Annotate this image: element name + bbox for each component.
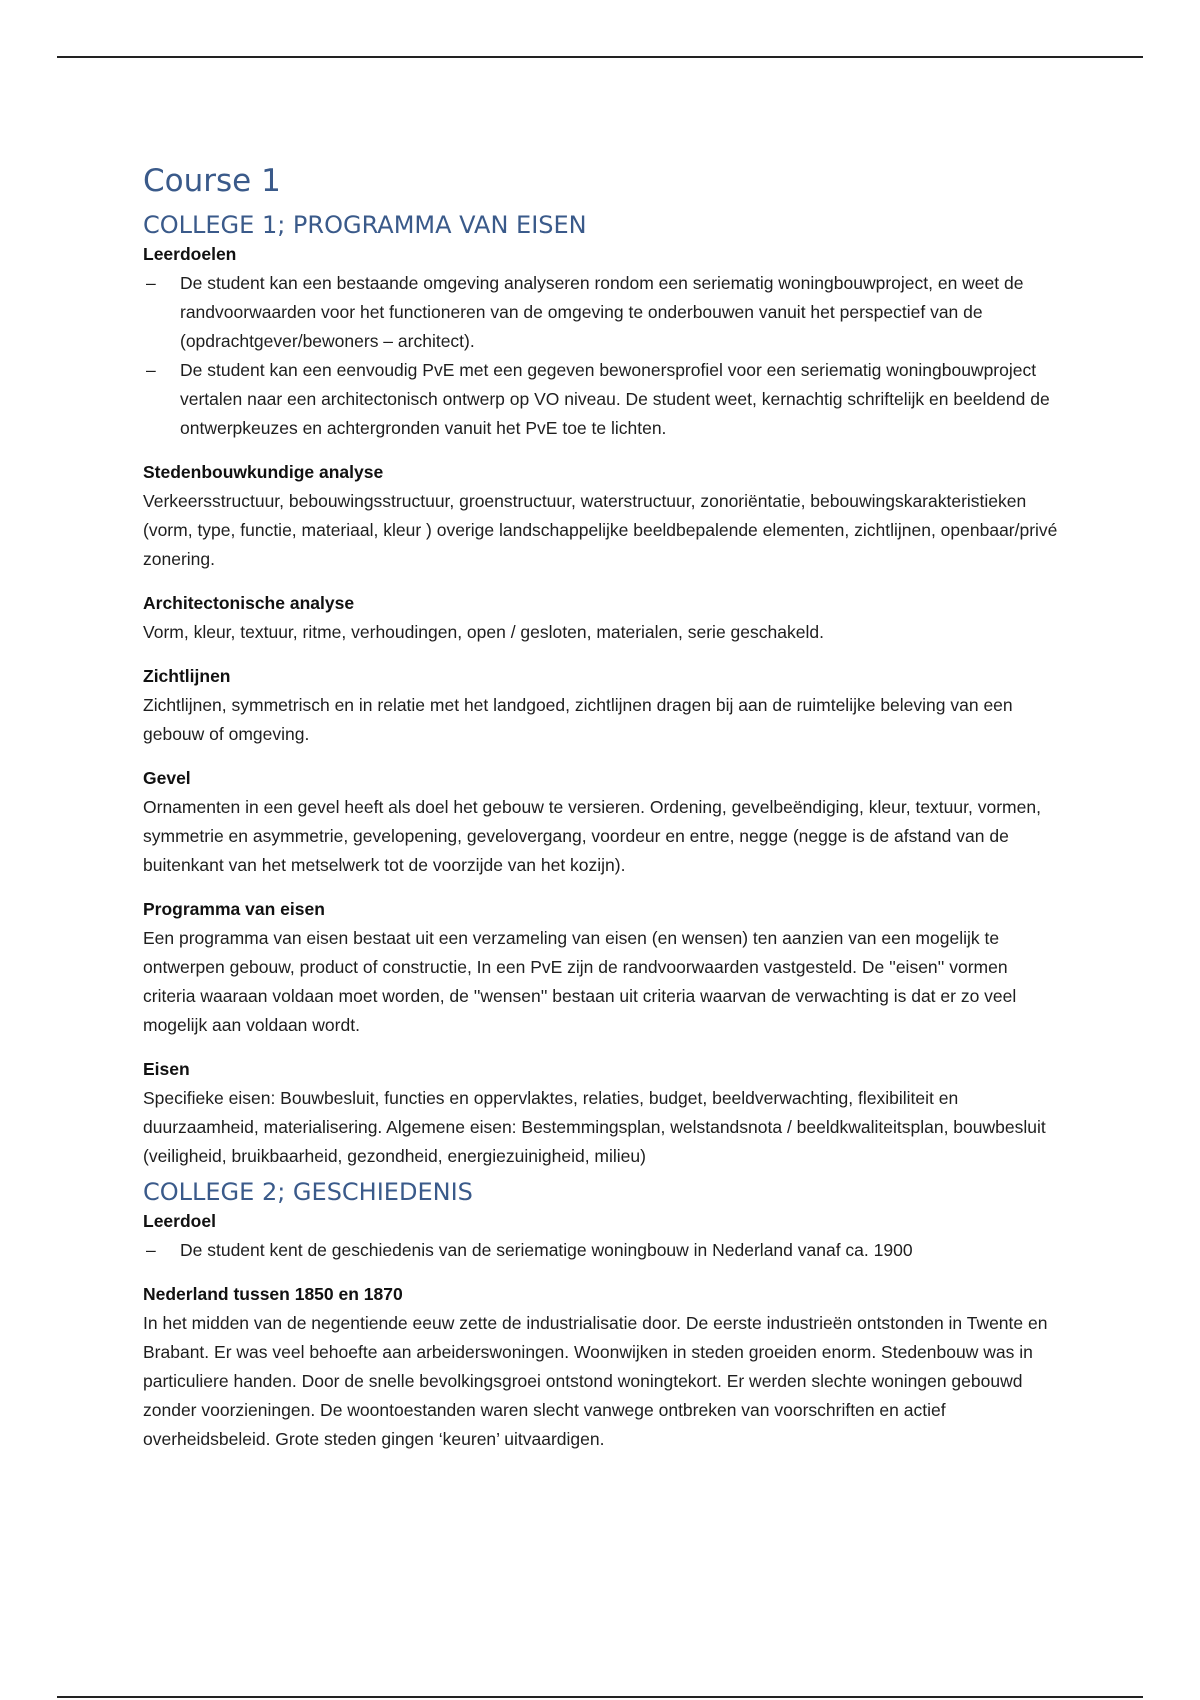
gevel-text: Ornamenten in een gevel heeft als doel het gebouw te versieren. Ordening, gevelbeëndiging, kleur, textuur, vormen, symmetrie en asymmetrie, gevelopening, gevelovergang, voordeur en entre, negge (negge is de afstand van de buitenkant van het metselwerk tot de voorzijde van het kozijn).	[143, 797, 1041, 875]
gevel-section	[143, 764, 1063, 880]
stedenbouw-section	[143, 458, 1063, 574]
stedenbouw-heading: Stedenbouwkundige analyse	[143, 462, 384, 482]
architectonisch-section	[143, 589, 1063, 647]
college-2-leerdoel-section	[143, 1207, 1063, 1265]
pve-heading: Programma van eisen	[143, 899, 325, 919]
leerdoel-list	[143, 1236, 1063, 1265]
nederland-text: In het midden van de negentiende eeuw zette de industrialisatie door. De eerste industrieën ontstonden in Twente en Brabant. Er was veel behoefte aan arbeiderswoningen. Woonwijken in steden groeiden enorm. Stedenbouw was in particuliere handen. Door de snelle bevolkingsgroei ontstond woningtekort. Er werden slechte woningen gebouwd zonder voorzieningen. De woontoestanden waren slecht vanwege ontbreken van voorschriften en actief overheidsbeleid. Grote steden gingen ‘keuren’ uitvaardigen.	[143, 1313, 1048, 1449]
top-rule	[57, 56, 1143, 58]
zichtlijnen-section	[143, 662, 1063, 749]
college-2-title: COLLEGE 2; GESCHIEDENIS	[143, 1178, 473, 1206]
zichtlijnen-text: Zichtlijnen, symmetrisch en in relatie met het landgoed, zichtlijnen dragen bij aan de ruimtelijke beleving van een gebouw of omgeving.	[143, 695, 1013, 744]
document-body	[143, 162, 1063, 1469]
eisen-heading: Eisen	[143, 1059, 190, 1079]
stedenbouw-text: Verkeersstructuur, bebouwingsstructuur, groenstructuur, waterstructuur, zonoriëntatie, bebouwingskarakteristieken (vorm, type, functie, materiaal, kleur ) overige landschappelijke beeldbepalende elementen, zichtlijnen, openbaar/privé zonering.	[143, 491, 1058, 569]
architectonisch-text: Vorm, kleur, textuur, ritme, verhoudingen, open / gesloten, materialen, serie geschakeld.	[143, 622, 824, 642]
bottom-rule	[57, 1696, 1143, 1698]
leerdoelen-list	[143, 269, 1063, 443]
college-1-leerdoelen-section	[143, 240, 1063, 443]
leerdoel-heading: Leerdoel	[143, 1211, 216, 1231]
pve-text: Een programma van eisen bestaat uit een verzameling van eisen (en wensen) ten aanzien van een mogelijk te ontwerpen gebouw, product of constructie, In een PvE zijn de randvoorwaarden vastgesteld. De ''eisen'' vormen criteria waaraan voldaan moet worden, de ''wensen'' bestaan uit criteria waarvan de verwachting is dat er zo veel mogelijk aan voldaan wordt.	[143, 928, 1017, 1035]
dash-bullet-icon: –	[146, 360, 156, 380]
list-item-text: De student kent de geschiedenis van de seriematige woningbouw in Nederland vanaf ca. 1900	[180, 1240, 913, 1260]
list-item-text: De student kan een eenvoudig PvE met een gegeven bewonersprofiel voor een seriematig woningbouwproject vertalen naar een architectonisch ontwerp op VO niveau. De student weet, kernachtig schriftelijk en beeldend de ontwerpkeuzes en achtergronden vanuit het PvE toe te lichten.	[180, 360, 1050, 438]
list-item	[143, 269, 1063, 356]
gevel-heading: Gevel	[143, 768, 191, 788]
leerdoelen-heading: Leerdoelen	[143, 244, 237, 264]
eisen-text: Specifieke eisen: Bouwbesluit, functies en oppervlaktes, relaties, budget, beeldverwachting, flexibiliteit en duurzaamheid, materialisering. Algemene eisen: Bestemmingsplan, welstandsnota / beeldkwaliteitsplan, bouwbesluit (veiligheid, bruikbaarheid, gezondheid, energiezuinigheid, milieu)	[143, 1088, 1046, 1166]
college-1-title: COLLEGE 1; PROGRAMMA VAN EISEN	[143, 211, 587, 239]
dash-bullet-icon: –	[146, 273, 156, 293]
nederland-heading: Nederland tussen 1850 en 1870	[143, 1284, 403, 1304]
pve-section	[143, 895, 1063, 1040]
list-item-text: De student kan een bestaande omgeving analyseren rondom een seriematig woningbouwproject, en weet de randvoorwaarden voor het functioneren van de omgeving te onderbouwen vanuit het perspectief van de (opdrachtgever/bewoners – architect).	[180, 273, 1024, 351]
architectonisch-heading: Architectonische analyse	[143, 593, 355, 613]
dash-bullet-icon: –	[146, 1240, 156, 1260]
course-title: Course 1	[143, 163, 281, 199]
zichtlijnen-heading: Zichtlijnen	[143, 666, 231, 686]
list-item	[143, 1236, 1063, 1265]
eisen-section	[143, 1055, 1063, 1171]
nederland-section	[143, 1280, 1063, 1454]
list-item	[143, 356, 1063, 443]
